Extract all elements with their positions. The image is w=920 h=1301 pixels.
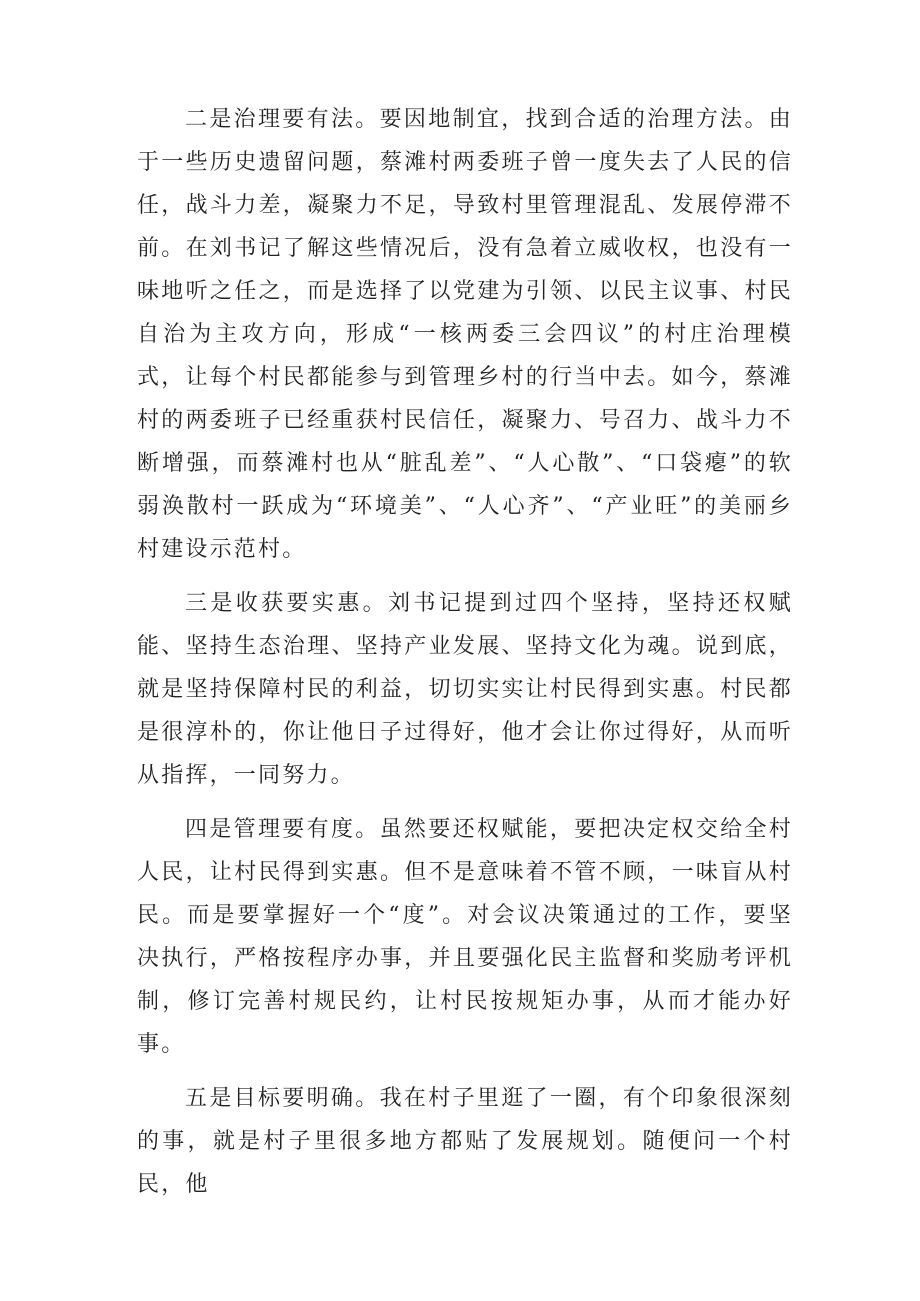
paragraph-clear-goals: 五是目标要明确。我在村子里逛了一圈，有个印象很深刻的事，就是村子里很多地方都贴了发展规划。随便问一个村民，他 xyxy=(137,1086,793,1197)
paragraph-management-degree: 四是管理要有度。虽然要还权赋能，要把决定权交给全村人民，让村民得到实惠。但不是意味着不管不顾，一味盲从村民。而是要掌握好一个“度”。对会议决策通过的工作，要坚决执行，严格按程序办事，并且要强化民主监督和奖励考评机制，修订完善村规民约，让村民按规矩办事，从而才能办好事。 xyxy=(137,817,793,1057)
paragraph-governance-method: 二是治理要有法。要因地制宜，找到合适的治理方法。由于一些历史遗留问题，蔡滩村两委班子曾一度失去了人民的信任，战斗力差，凝聚力不足，导致村里管理混乱、发展停滞不前。在刘书记了解这些情况后，没有急着立威收权，也没有一味地听之任之，而是选择了以党建为引领、以民主议事、村民自治为主攻方向，形成“一核两委三会四议”的村庄治理模式，让每个村民都能参与到管理乡村的行当中去。如今，蔡滩村的两委班子已经重获村民信任，凝聚力、号召力、战斗力不断增强，而蔡滩村也从“脏乱差”、“人心散”、“口袋瘪”的软弱涣散村一跃成为“环境美”、“人心齐”、“产业旺”的美丽乡村建设示范村。 xyxy=(137,107,793,562)
paragraph-tangible-benefits: 三是收获要实惠。刘书记提到过四个坚持，坚持还权赋能、坚持生态治理、坚持产业发展、坚持文化为魂。说到底，就是坚持保障村民的利益，切切实实让村民得到实惠。村民都是很淳朴的，你让他日子过得好，他才会让你过得好，从而听从指挥，一同努力。 xyxy=(137,591,793,788)
document-body xyxy=(137,98,793,1217)
